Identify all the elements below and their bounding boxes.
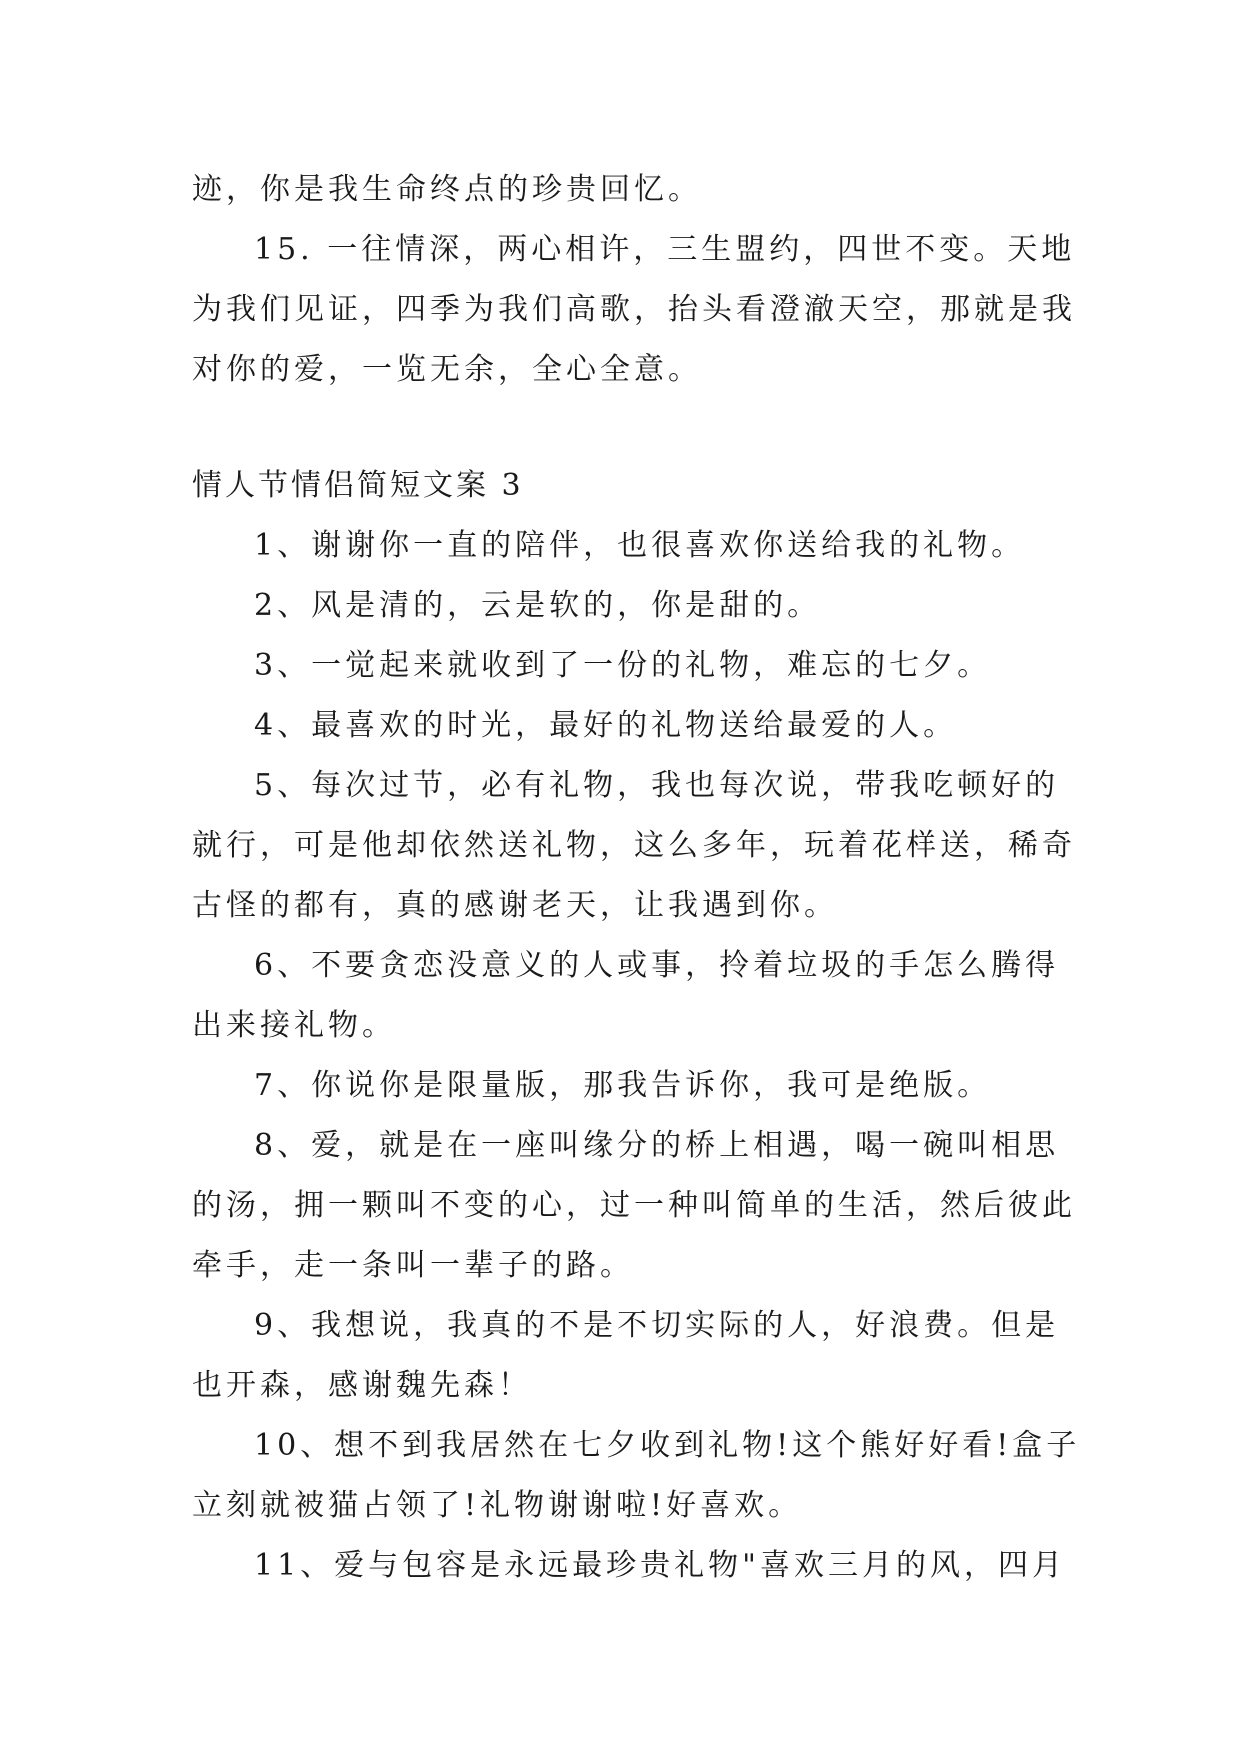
item-5-line-1: 5、每次过节，必有礼物，我也每次说，带我吃顿好的 (254, 768, 1060, 803)
item-9-line-1: 9、我想说，我真的不是不切实际的人，好浪费。但是 (254, 1308, 1060, 1343)
text-line: 迹，你是我生命终点的珍贵回忆。 (192, 172, 702, 207)
item-6-line-2: 出来接礼物。 (192, 1008, 396, 1043)
document-page (192, 160, 1081, 1596)
item-9-line-2: 也开森，感谢魏先森！ (192, 1368, 532, 1403)
item-2: 2、风是清的，云是软的，你是甜的。 (254, 588, 822, 623)
item-10-line-2: 立刻就被猫占领了!礼物谢谢啦!好喜欢。 (192, 1488, 803, 1523)
section-gap (192, 400, 1054, 456)
item-8-line-1: 8、爱，就是在一座叫缘分的桥上相遇，喝一碗叫相思 (254, 1128, 1060, 1163)
paragraph-15-line-1: 15. 一往情深，两心相许，三生盟约，四世不变。天地 (254, 232, 1076, 267)
item-3: 3、一觉起来就收到了一份的礼物，难忘的七夕。 (254, 648, 992, 683)
item-8-line-2: 的汤，拥一颗叫不变的心，过一种叫简单的生活，然后彼此 (192, 1188, 1076, 1223)
item-7: 7、你说你是限量版，那我告诉你，我可是绝版。 (254, 1068, 992, 1103)
item-8-line-3: 牵手，走一条叫一辈子的路。 (192, 1248, 634, 1283)
section-heading: 情人节情侣简短文案 3 (192, 468, 524, 503)
paragraph-15-line-3: 对你的爱，一览无余，全心全意。 (192, 352, 702, 387)
item-1: 1、谢谢你一直的陪伴，也很喜欢你送给我的礼物。 (254, 528, 1026, 563)
item-10-line-1: 10、想不到我居然在七夕收到礼物!这个熊好好看!盒子 (254, 1428, 1081, 1463)
item-5-line-3: 古怪的都有，真的感谢老天，让我遇到你。 (192, 888, 838, 923)
paragraph-15-line-2: 为我们见证，四季为我们高歌，抬头看澄澈天空，那就是我 (192, 292, 1076, 327)
item-6-line-1: 6、不要贪恋没意义的人或事，拎着垃圾的手怎么腾得 (254, 948, 1060, 983)
item-11-line-1: 11、爱与包容是永远最珍贵礼物"喜欢三月的风，四月 (254, 1548, 1066, 1583)
item-4: 4、最喜欢的时光，最好的礼物送给最爱的人。 (254, 708, 958, 743)
item-5-line-2: 就行，可是他却依然送礼物，这么多年，玩着花样送，稀奇 (192, 828, 1076, 863)
